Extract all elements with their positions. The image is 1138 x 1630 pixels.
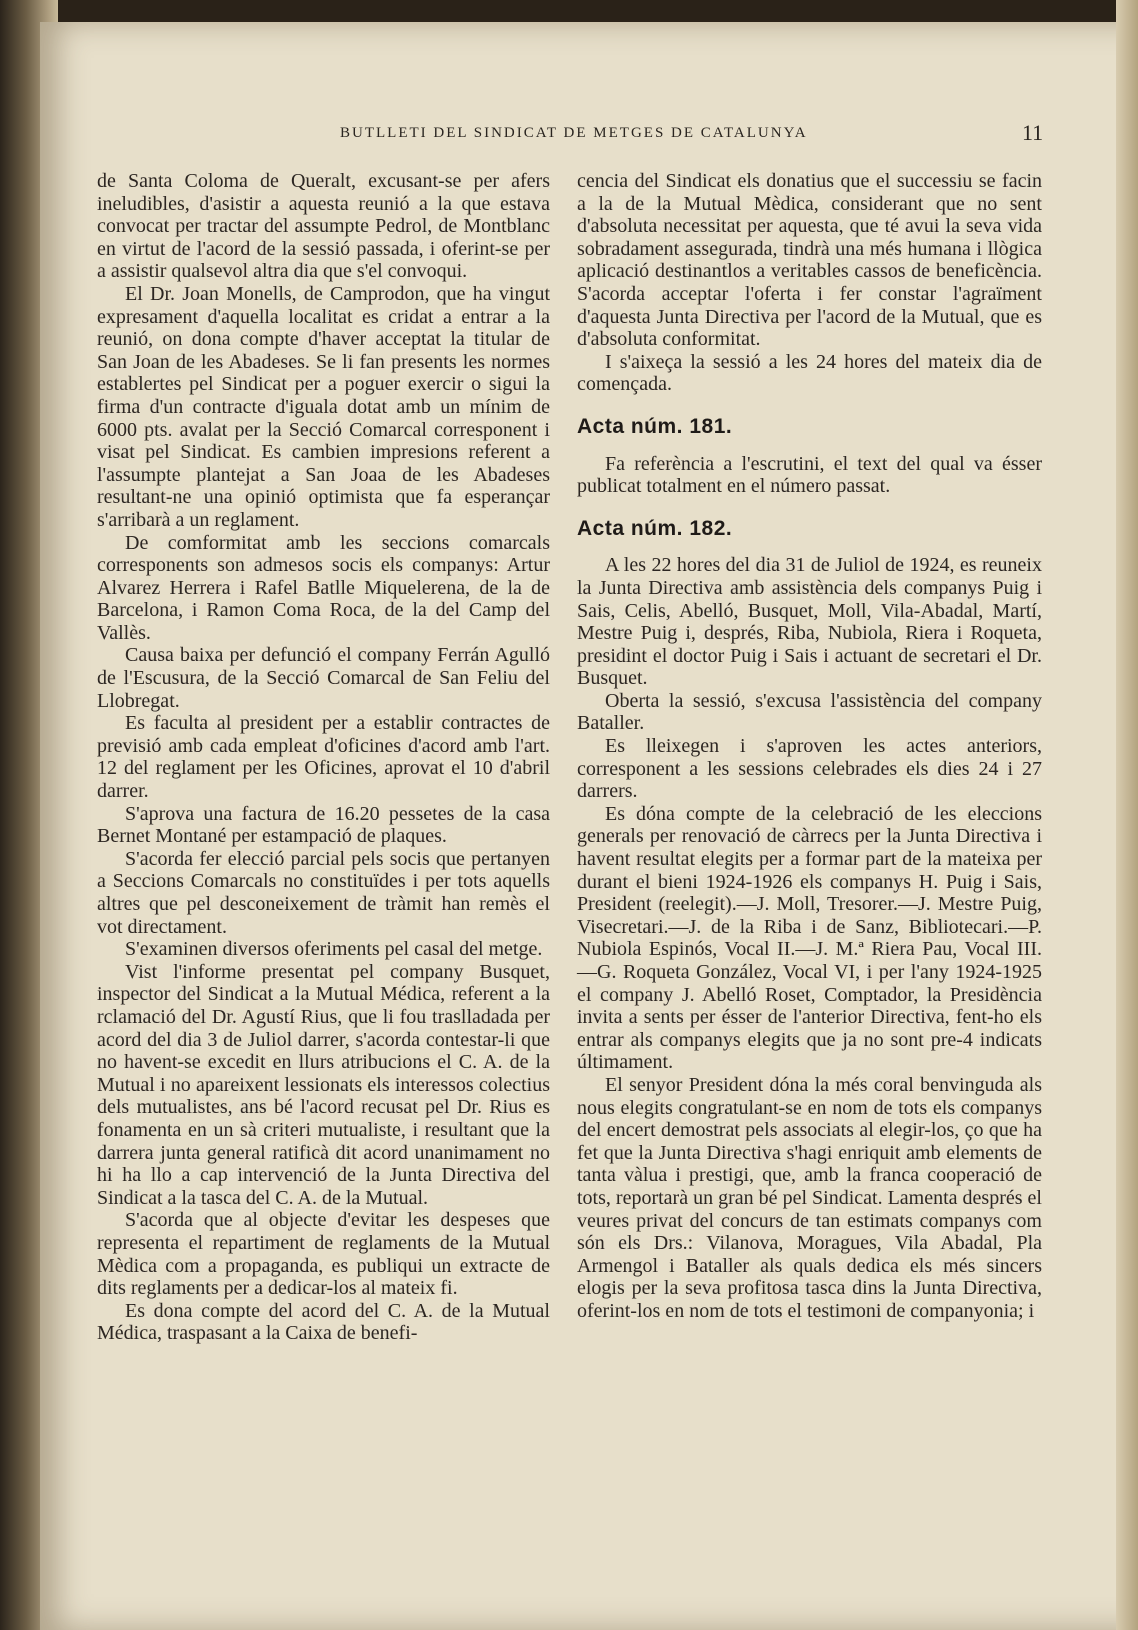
paragraph: S'acorda que al objecte d'evitar les despeses que representa el repartiment de reglaments de la Mutual Mèdica com a propaganda, es publiqui un extracte de dits reglaments per a dedicar-los al mateix fi. <box>97 1209 550 1300</box>
paragraph: S'acorda fer elecció parcial pels socis que pertanyen a Seccions Comarcals no constituïdes i per tots aquells altres que pel desconeixement de tràmit han remès el vot directament. <box>97 847 550 938</box>
paragraph: Es lleixegen i s'aproven les actes anteriors, corresponent a les sessions celebrades els dies 24 i 27 darrers. <box>577 735 1042 803</box>
paragraph: I s'aixeça la sessió a les 24 hores del mateix dia de començada. <box>577 350 1042 396</box>
paragraph: Es dóna compte de la celebració de les eleccions generals per renovació de càrrecs per la Junta Directiva i havent resultat elegits per a formar part de la mateixa per durant el bieni 1924-1926 els companys H. Puig i Sais, President (reelegit).—J. Moll, Tresorer.—J. Mestre Puig, Visecretari.—J. de la Riba i de Sanz, Bibliotecari.—P. Nubiola Espinós, Vocal II.—J. M.ª Riera Pau, Vocal III.—G. Roqueta González, Vocal VI, i per l'any 1924-1925 el company J. Abelló Roset, Comptador, la Presidència invita a sents per ésser de l'anterior Directiva, fent-ho els entrar als companys elegits que ja no sont pre-4 indicats últimament. <box>577 802 1042 1074</box>
paragraph: A les 22 hores del dia 31 de Juliol de 1924, es reuneix la Junta Directiva amb assistència dels companys Puig i Sais, Celis, Abelló, Busquet, Moll, Vila-Abadal, Martí, Mestre Puig i, després, Riba, Nubiola, Riera i Roqueta, presidint el doctor Puig i Sais i actuant de secretari el Dr. Busquet. <box>577 554 1042 690</box>
paragraph: S'aprova una factura de 16.20 pessetes de la casa Bernet Montané per estampació de plaques. <box>97 802 550 848</box>
paragraph: El Dr. Joan Monells, de Camprodon, que ha vingut expresament d'aquella localitat es cridat a entrar a la reunió, on dona compte d'haver acceptat la titular de San Joan de les Abadeses. Se li fan presents les normes establertes pel Sindicat per a poguer exercir o sigui la firma d'un contracte d'iguala dotat amb un mínim de 6000 pts. avalat per la Secció Comarcal corresponent i visat pel Sindicat. Es cambien impresions referent a l'assumpte plantejat a San Joaa de les Abadeses resultant-ne una opinió optimista que fa esperançar s'arribarà a un reglament. <box>97 282 550 531</box>
paragraph: Es dona compte del acord del C. A. de la Mutual Médica, traspasant a la Caixa de benefi- <box>97 1299 550 1345</box>
paragraph: Es faculta al president per a establir contractes de previsió amb cada empleat d'oficines d'acord amb l'art. 12 del reglament per les Oficines, aprovat el 10 d'abril darrer. <box>97 712 550 803</box>
acta-182-heading: Acta núm. 182. <box>577 516 733 540</box>
paragraph: El senyor President dóna la més coral benvinguda als nous elegits congratulant-se en nom de tots els companys del encert demostrat pels associats al elegir-los, ço que ha fet que la Junta Directiva s'hagi enriquit amb elements de tanta vàlua i prestigi, que, amb la franca cooperació de tots, reportarà un gran bé pel Sindicat. Lamenta després el veures privat del concurs de tan estimats companys com són els Drs.: Vilanova, Moragues, Vila Abadal, Pla Armengol i Bataller als quals dedica els més sincers elogis per la seva profitosa tasca dins la Junta Directiva, oferint-los en nom de tots el testimoni de companyonia; i <box>577 1073 1042 1322</box>
paragraph: cencia del Sindicat els donatius que el successiu se facin a la de la Mutual Mèdica, considerant que no sent d'absoluta necessitat per aquesta, que té avui la seva vida sobradament assegurada, tindrà una més humana i llògica aplicació destinantlos a veritables cassos de beneficència. S'acorda acceptar l'oferta i fer constar l'agraïment d'aquesta Junta Directiva per l'acord de la Mutual, que es d'absoluta conformitat. <box>577 170 1042 351</box>
paragraph: S'examinen diversos oferiments pel casal del metge. <box>125 938 543 961</box>
page-number: 11 <box>1022 120 1044 145</box>
paragraph: Fa referència a l'escrutini, el text del qual va ésser publicat totalment en el número passat. <box>577 452 1042 498</box>
acta-181-heading: Acta núm. 181. <box>577 414 733 438</box>
paragraph: Causa baixa per defunció el company Ferrán Agulló de l'Escusura, de la Secció Comarcal de San Feliu del Llobregat. <box>97 644 550 712</box>
page-edge <box>1116 0 1138 1630</box>
paragraph: Oberta la sessió, s'excusa l'assistència del company Bataller. <box>577 689 1042 735</box>
paragraph: Vist l'informe presentat pel company Busquet, inspector del Sindicat a la Mutual Médica, referent a la rclamació del Dr. Agustí Rius, que li fou traslladada per acord del dia 3 de Juliol darrer, s'acorda contestar-li que no havent-se excedit en llurs atribucions el C. A. de la Mutual i no apareixent lessionats els interessos colectius dels mutualistes, ans bé l'acord recusat pel Dr. Rius es fonamenta en un sà criteri mutualiste, i resultant que la darrera junta general ratificà dit acord unanimament no hi ha llo a cap intervenció de la Junta Directiva del Sindicat a la tasca del C. A. de la Mutual. <box>97 960 550 1209</box>
right-column <box>577 170 1042 1323</box>
left-column <box>97 170 550 1345</box>
paragraph: de Santa Coloma de Queralt, excusant-se per afers ineludibles, d'asistir a aquesta reunió a la que estava convocat per tractar del assumpte Pedrol, de Montblanc en virtut de l'acord de la sessió passada, i oferint-se per a assistir qualsevol altra dia que s'el convoqui. <box>97 170 550 283</box>
paragraph: De comformitat amb les seccions comarcals corresponents son admesos socis els companys: Artur Alvarez Herrera i Rafel Batlle Miquelerena, de la de Barcelona, i Ramon Coma Roca, de la del Camp del Vallès. <box>97 531 550 644</box>
running-head: BUTLLETI DEL SINDICAT DE METGES DE CATALUNYA <box>340 125 808 141</box>
